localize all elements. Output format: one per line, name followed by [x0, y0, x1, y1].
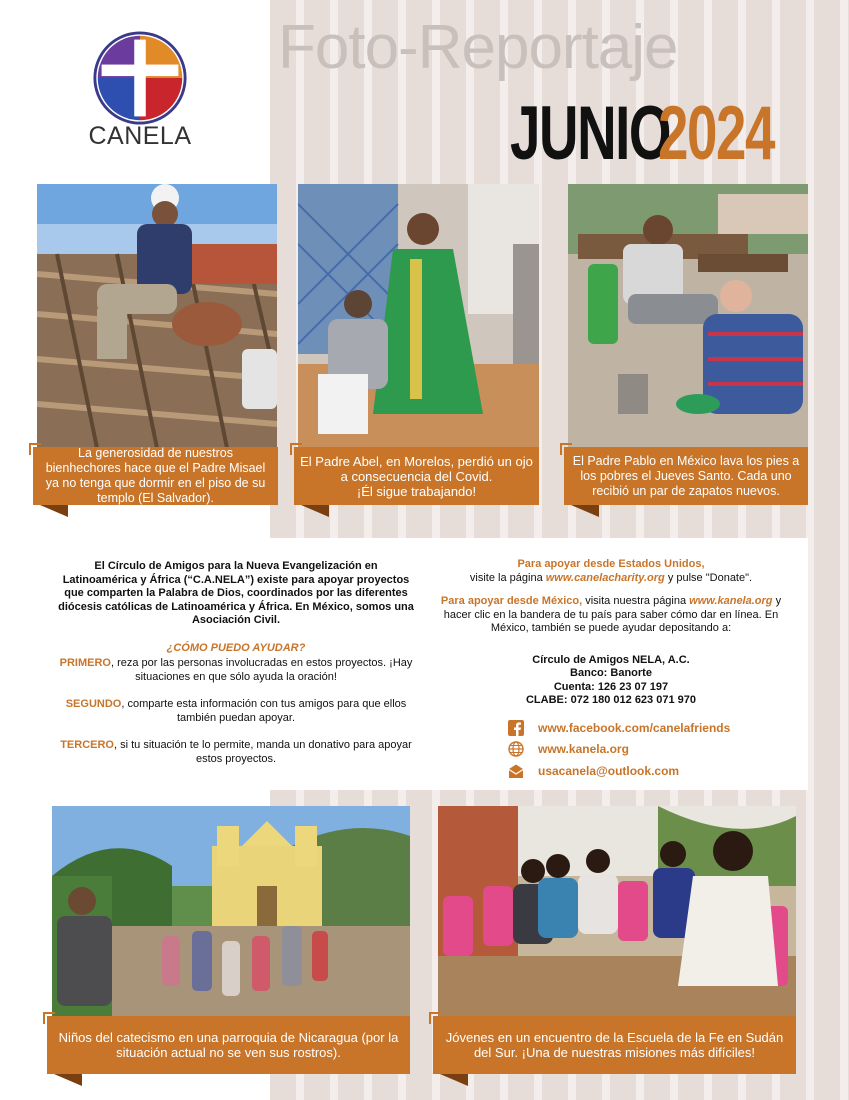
caption-corner-mark: [43, 1012, 55, 1024]
facebook-icon: [508, 720, 524, 736]
facebook-link[interactable]: www.facebook.com/canelafriends: [538, 721, 731, 735]
caption-text: Niños del catecismo en una parroquia de Nicaragua (por la situación actual no se ven sus rostros).: [58, 1030, 399, 1060]
how-to-help-title: ¿CÓMO PUEDO AYUDAR?: [166, 641, 306, 654]
caption-fold: [440, 1074, 468, 1086]
caption-roof-repair: [33, 447, 278, 505]
usa-title: Para apoyar desde Estados Unidos,: [517, 558, 705, 570]
bank-account-number: Cuenta: 126 23 07 197: [553, 680, 669, 693]
caption-foot-washing: [564, 447, 808, 505]
contact-facebook[interactable]: [508, 719, 730, 737]
caption-fold: [571, 505, 599, 517]
caption-fold: [301, 505, 329, 517]
second-text: , comparte esta información con tus amigos para que ellos también puedan apoyar.: [121, 698, 407, 724]
bank-account-name: Círculo de Amigos NELA, A.C.: [532, 653, 690, 666]
usa-link[interactable]: www.canelacharity.org: [545, 571, 665, 584]
usa-post: y pulse "Donate".: [664, 571, 753, 584]
caption-corner-mark: [429, 1012, 441, 1024]
canela-logo: [92, 30, 188, 126]
first-label: PRIMERO: [59, 657, 111, 669]
info-left-column: [56, 560, 416, 780]
bank-name: Banco: Banorte: [570, 667, 652, 679]
mexico-pre: visita nuestra página: [582, 595, 690, 607]
envelope-icon: [508, 763, 524, 779]
caption-fold: [40, 505, 68, 517]
caption-fold: [54, 1074, 82, 1086]
mexico-title: Para apoyar desde México,: [440, 595, 583, 607]
caption-corner-mark: [560, 443, 572, 455]
globe-icon: [508, 741, 524, 757]
caption-corner-mark: [29, 443, 41, 455]
caption-text: La generosidad de nuestros bienhechores hace que el Padre Misael ya no tenga que dormir en el piso de su templo (El Salvador).: [45, 446, 266, 505]
logo-text: CANELA: [88, 122, 192, 150]
title-year: 2024: [658, 91, 774, 176]
caption-text: Jóvenes en un encuentro de la Escuela de la Fe en Sudán del Sur. ¡Una de nuestras misiones más difíciles!: [445, 1030, 784, 1060]
contact-email[interactable]: [508, 762, 679, 780]
photo-foot-washing: [568, 184, 808, 448]
page-title: Foto-Reportaje: [278, 13, 678, 82]
mexico-link[interactable]: www.kanela.org: [689, 595, 773, 607]
bank-clabe: CLABE: 072 180 012 623 071 970: [525, 694, 696, 706]
caption-nicaragua-children: [47, 1016, 410, 1074]
caption-text-line1: El Padre Abel, en Morelos, perdió un ojo a consecuencia del Covid.: [300, 453, 533, 484]
third-text: , si tu situación te lo permite, manda un donativo para apoyar estos proyectos.: [113, 739, 412, 765]
caption-priest-abel: [294, 447, 539, 505]
caption-text-line2: ¡Él sigue trabajando!: [356, 483, 477, 499]
email-link[interactable]: usacanela@outlook.com: [538, 764, 680, 778]
contact-web[interactable]: [508, 740, 629, 758]
web-link[interactable]: www.kanela.org: [538, 742, 629, 756]
usa-pre: visite la página: [469, 571, 546, 584]
photo-priest-abel: [298, 184, 539, 448]
photo-south-sudan-youth: [438, 806, 796, 1018]
photo-nicaragua-children: [52, 806, 410, 1018]
caption-south-sudan-youth: [433, 1016, 796, 1074]
info-right-column: [436, 558, 786, 718]
mexico-post: y hacer clic en la bandera de tu país para saber cómo dar en línea. En México, también se puede ayudar depositando a:: [443, 595, 782, 634]
second-label: SEGUNDO: [65, 698, 122, 710]
third-label: TERCERO: [60, 739, 114, 751]
photo-roof-repair: [37, 184, 277, 448]
caption-corner-mark: [290, 443, 302, 455]
intro-text: El Círculo de Amigos para la Nueva Evangelización en Latinoamérica y África (“C.A.NELA”) existe para apoyar proyectos que comparten la Palabra de Dios, coordinados por las diferentes diócesis católicas de Latinoamérica y África. En México, somos una Asociación Civil.: [58, 560, 414, 626]
title-month: JUNIO: [510, 91, 671, 176]
caption-text: El Padre Pablo en México lava los pies a los pobres el Jueves Santo. Cada uno recibió un par de zapatos nuevos.: [572, 453, 800, 498]
first-text: , reza por las personas involucradas en estos proyectos. ¡Hay situaciones en que sólo ayuda la oración!: [110, 657, 413, 683]
